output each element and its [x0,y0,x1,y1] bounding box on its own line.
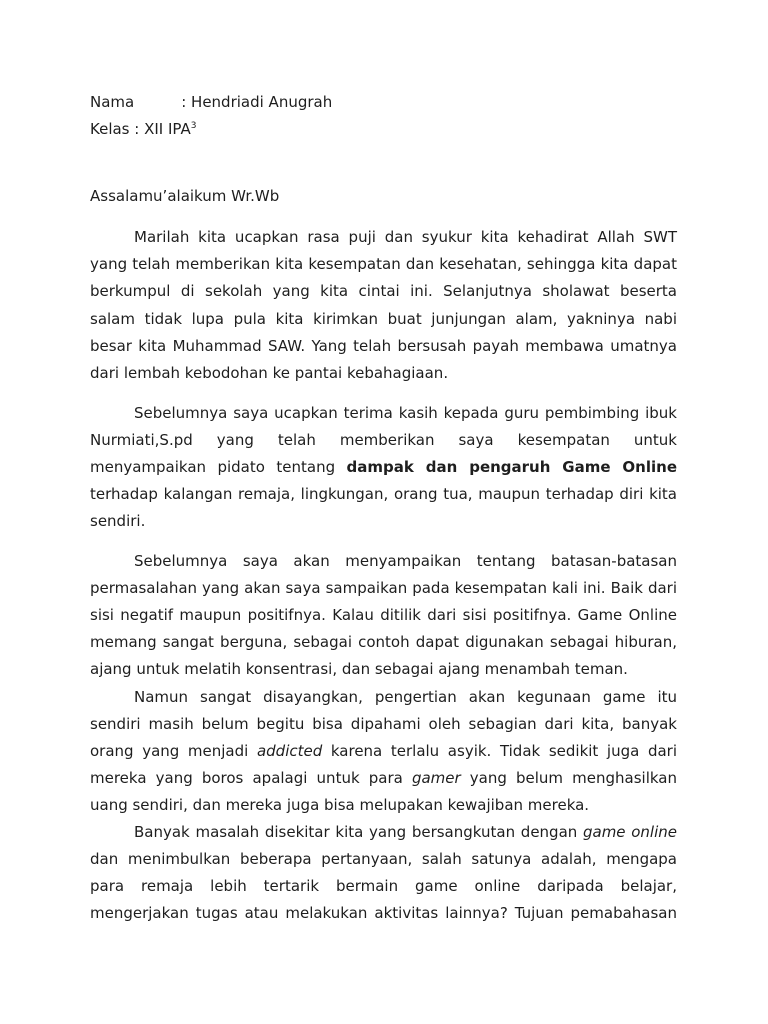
paragraph-4-line-3 [90,741,677,761]
italic-word-gamer: gamer [411,769,461,787]
paragraph-5-line-4: mengerjakan tugas atau melakukan aktivitas lainnya? Tujuan pemabahasan [90,904,677,922]
paragraph-3-line-3: sisi negatif maupun positifnya. Kalau ditilik dari sisi positifnya. Game Online [90,606,677,624]
name-value: : Hendriadi Anugrah [181,93,333,111]
paragraph-4-line-3-end: karena terlalu asyik. Tidak sedikit juga dari [322,742,677,760]
class-line [90,119,677,139]
paragraph-4-line-2: sendiri masih belum begitu bisa dipahami oleh sebagian dari kita, banyak [90,715,677,733]
paragraph-3-line-4: memang sangat berguna, sebagai contoh dapat digunakan sebagai hiburan, [90,633,677,651]
paragraph-4-line-1: Namun sangat disayangkan, pengertian akan kegunaan game itu [134,688,677,706]
name-line [90,92,677,112]
class-text: Kelas : XII IPA [90,120,191,138]
paragraph-4-line-4 [90,768,677,788]
paragraph-3-line-5: ajang untuk melatih konsentrasi, dan sebagai ajang menambah teman. [90,660,628,678]
paragraph-1-line-4: salam tidak lupa pula kita kirimkan buat junjungan alam, yakninya nabi [90,310,677,328]
paragraph-1-line-2: yang telah memberikan kita kesempatan dan kesehatan, sehingga kita dapat [90,255,677,273]
paragraph-2-line-4: terhadap kalangan remaja, lingkungan, orang tua, maupun terhadap diri kita [90,485,677,503]
paragraph-5-line-2: dan menimbulkan beberapa pertanyaan, salah satunya adalah, mengapa [90,850,677,868]
class-superscript: 3 [190,121,197,131]
paragraph-2-line-3 [90,457,677,477]
paragraph-1-line-3: berkumpul di sekolah yang kita cintai ini. Selanjutnya sholawat beserta [90,282,677,300]
paragraph-2-line-1: Sebelumnya saya ucapkan terima kasih kepada guru pembimbing ibuk [134,404,677,422]
paragraph-4-line-4-end: yang belum menghasilkan [460,769,678,787]
paragraph-4-line-5: uang sendiri, dan mereka juga bisa melupakan kewajiban mereka. [90,796,590,814]
greeting: Assalamu’alaikum Wr.Wb [90,187,280,205]
paragraph-3-line-1: Sebelumnya saya akan menyampaikan tentang batasan-batasan [134,552,677,570]
paragraph-1-line-1: Marilah kita ucapkan rasa puji dan syukur kita kehadirat Allah SWT [134,228,677,246]
paragraph-3-line-2: permasalahan yang akan saya sampaikan pada kesempatan kali ini. Baik dari [90,579,677,597]
paragraph-2-line-3-text: menyampaikan pidato tentang [90,458,347,476]
italic-word-addicted: addicted [256,742,323,760]
paragraph-4-line-3-start: orang yang menjadi [90,742,257,760]
paragraph-2-line-5: sendiri. [90,512,146,530]
paragraph-4-line-4-start: mereka yang boros apalagi untuk para [90,769,412,787]
name-label: Nama [90,93,135,111]
paragraph-5-line-1-start: Banyak masalah disekitar kita yang bersangkutan dengan [134,823,583,841]
italic-phrase-game-online: game online [582,823,678,841]
paragraph-2-line-2: Nurmiati,S.pd yang telah memberikan saya kesempatan untuk [90,431,677,449]
paragraph-5-line-3: para remaja lebih tertarik bermain game online daripada belajar, [90,877,677,895]
paragraph-5-line-1 [134,822,677,842]
topic-bold-text: dampak dan pengaruh Game Online [346,458,678,476]
paragraph-1-line-6: dari lembah kebodohan ke pantai kebahagiaan. [90,364,449,382]
paragraph-1-line-5: besar kita Muhammad SAW. Yang telah bersusah payah membawa umatnya [90,337,677,355]
